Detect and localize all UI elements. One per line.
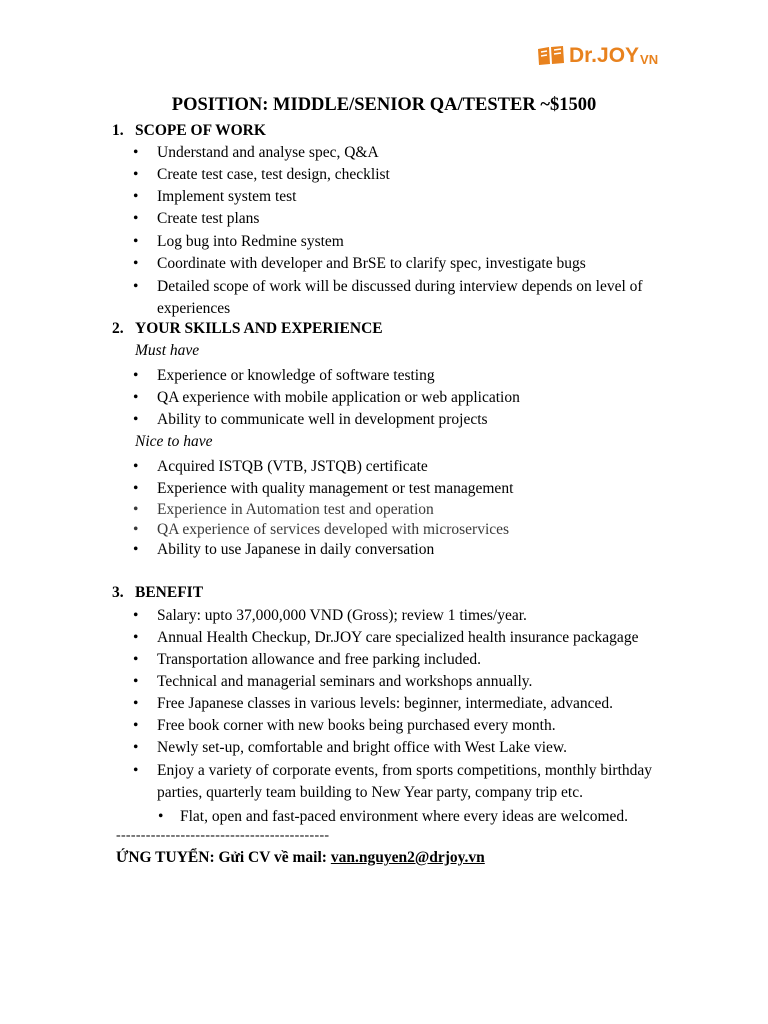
section-heading-benefit: [112, 584, 203, 602]
subheading-nice-to-have: Nice to have: [135, 433, 213, 450]
section-title: YOUR SKILLS AND EXPERIENCE: [135, 320, 383, 337]
list-item: • Free book corner with new books being purchased every month.: [133, 715, 687, 737]
company-logo: [536, 44, 658, 68]
section-heading-skills: [112, 320, 383, 338]
bullet: •: [133, 541, 139, 558]
list-item: • QA experience of services developed with microservices: [133, 519, 687, 541]
bullet: •: [133, 144, 139, 161]
list-item: • Ability to use Japanese in daily conversation: [133, 539, 687, 561]
bullet: •: [133, 188, 139, 205]
section-heading-scope: [112, 122, 266, 140]
list-item: • Coordinate with developer and BrSE to clarify spec, investigate bugs: [133, 253, 687, 275]
section-number: 3.: [112, 584, 124, 601]
bullet: •: [133, 521, 139, 538]
list-item: • Implement system test: [133, 186, 687, 208]
apply-label: ỨNG TUYỂN: Gửi CV về mail:: [116, 849, 327, 866]
bullet: •: [133, 166, 139, 183]
bullet: •: [133, 501, 139, 518]
bullet: •: [133, 367, 139, 384]
bullet: •: [133, 762, 139, 779]
section-number: 1.: [112, 122, 124, 139]
bullet: •: [133, 607, 139, 624]
list-item: • Experience or knowledge of software testing: [133, 365, 687, 387]
list-item: • Free Japanese classes in various levels: beginner, intermediate, advanced.: [133, 693, 687, 715]
page-title: POSITION: MIDDLE/SENIOR QA/TESTER ~$1500: [171, 95, 597, 115]
list-item: • Technical and managerial seminars and workshops annually.: [133, 671, 687, 693]
section-title: BENEFIT: [135, 584, 204, 601]
list-item: • Acquired ISTQB (VTB, JSTQB) certificate: [133, 456, 687, 478]
list-item: • Create test case, test design, checklist: [133, 164, 687, 186]
email-link[interactable]: van.nguyen2@drjoy.vn: [330, 849, 485, 866]
list-sub-item: • Flat, open and fast-paced environment where every ideas are welcomed.: [158, 806, 700, 828]
bullet: •: [133, 278, 139, 295]
list-item: • Create test plans: [133, 208, 687, 230]
list-item: • Newly set-up, comfortable and bright office with West Lake view.: [133, 737, 687, 759]
list-item: • Ability to communicate well in development projects: [133, 409, 687, 431]
list-item: • Experience with quality management or test management: [133, 478, 687, 500]
bullet: •: [133, 255, 139, 272]
book-icon: [536, 44, 566, 66]
bullet: •: [133, 233, 139, 250]
list-item: • Salary: upto 37,000,000 VND (Gross); review 1 times/year.: [133, 605, 687, 627]
bullet: •: [133, 411, 139, 428]
bullet: •: [133, 389, 139, 406]
divider: -------------------------------------------: [116, 828, 330, 843]
list-item: • Transportation allowance and free parking included.: [133, 649, 687, 671]
list-item: • Enjoy a variety of corporate events, from sports competitions, monthly birthday parties, quarterly team building to New Year party, company trip etc.: [133, 762, 653, 801]
bullet: •: [133, 210, 139, 227]
list-item: • Experience in Automation test and operation: [133, 499, 687, 521]
bullet: •: [133, 695, 139, 712]
list-item: • QA experience with mobile application or web application: [133, 387, 687, 409]
subheading-must-have: Must have: [135, 342, 200, 359]
bullet: •: [133, 739, 139, 756]
section-number: 2.: [112, 320, 124, 337]
logo-brand: Dr.JOY: [569, 44, 640, 67]
bullet: •: [133, 480, 139, 497]
bullet: •: [158, 808, 164, 825]
list-item: • Log bug into Redmine system: [133, 231, 687, 253]
list-item: • Understand and analyse spec, Q&A: [133, 142, 687, 164]
logo-suffix: VN: [640, 52, 659, 67]
apply-line: [116, 849, 485, 867]
list-item: • Detailed scope of work will be discussed during interview depends on level of experiences: [133, 278, 643, 317]
section-title: SCOPE OF WORK: [135, 122, 266, 139]
bullet: •: [133, 717, 139, 734]
bullet: •: [133, 629, 139, 646]
bullet: •: [133, 458, 139, 475]
list-item: • Annual Health Checkup, Dr.JOY care specialized health insurance packagage: [133, 627, 687, 649]
bullet: •: [133, 651, 139, 668]
bullet: •: [133, 673, 139, 690]
